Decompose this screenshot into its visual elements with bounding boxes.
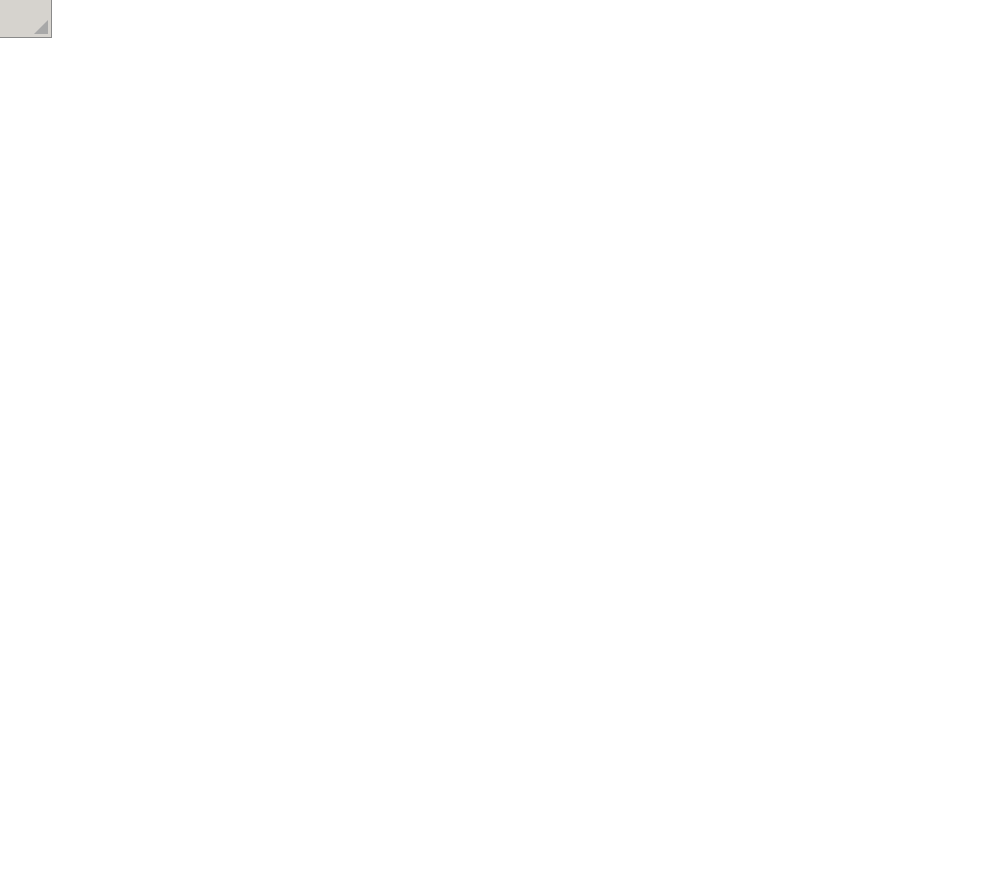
sheet-title[interactable] (52, 38, 956, 76)
select-all-button[interactable] (0, 0, 52, 38)
select-all-icon (34, 20, 48, 34)
